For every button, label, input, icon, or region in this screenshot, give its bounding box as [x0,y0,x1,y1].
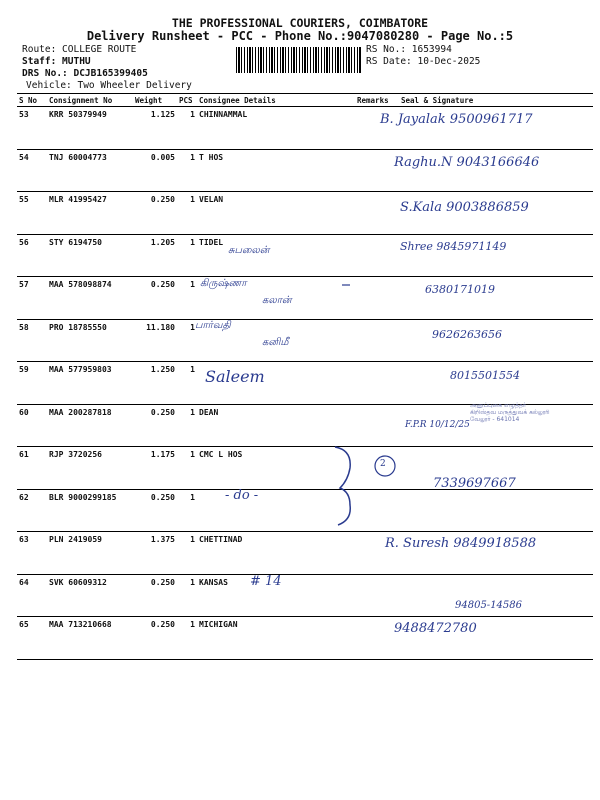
signature-65: 9488472780 [394,621,477,636]
cell-consignee: KANSAS [197,574,355,617]
cell-pcs: 1 [177,149,197,192]
vehicle-label: Vehicle: Two Wheeler Delivery [26,80,192,91]
stamp-line-2: கிறிஸ்தவ மருத்துவக் கல்லூரி [470,409,550,416]
cell-consignee: TIDEL [197,234,355,277]
cell-sno: 53 [17,107,47,150]
cell-cno: MLR 41995427 [47,192,133,235]
cell-consignee: T HOS [197,149,355,192]
ditto-mark: - do - [225,488,259,503]
cell-sno: 57 [17,277,47,320]
cell-weight: 1.205 [133,234,177,277]
table-row [17,319,593,362]
signature-63: R. Suresh 9849918588 [385,536,537,551]
cell-remarks [355,362,399,405]
cell-remarks [355,149,399,192]
tamil-name-58b: கனிமீ [262,337,289,348]
table-row [17,277,593,320]
col-consignee: Consignee Details [197,94,355,107]
page-subtitle: Delivery Runsheet - PCC - Phone No.:9047080280 - Page No.:5 [86,29,514,43]
table-row [17,234,593,277]
cell-pcs: 1 [177,234,197,277]
cell-cno: MAA 713210668 [47,617,133,660]
cell-cno: RJP 3720256 [47,447,133,490]
drs-label: DRS No.: DCJB165399405 [22,68,148,79]
cell-weight: 0.005 [133,149,177,192]
tamil-name-57b: கலான் [262,295,292,306]
col-sno: S No [17,94,47,107]
handwritten-kansas-note: # 14 [250,574,282,589]
cell-sno: 59 [17,362,47,405]
cell-weight: 0.250 [133,489,177,532]
cell-consignee: VELAN [197,192,355,235]
cell-consignee [197,489,355,532]
signature-62: 7339697667 [433,476,516,491]
rs-number: RS No.: 1653994 [366,44,452,55]
signature-57: 6380171019 [425,283,495,296]
rs-date: RS Date: 10-Dec-2025 [366,56,481,67]
table-header-row [17,94,593,107]
cell-weight: 11.180 [133,319,177,362]
cell-cno: MAA 577959803 [47,362,133,405]
cell-cno: STY 6194750 [47,234,133,277]
cell-remarks [355,489,399,532]
tamil-name-57a: கிருஷ்ணா [200,278,247,289]
cell-weight: 0.250 [133,617,177,660]
signature-54: Raghu.N 9043166646 [394,155,540,170]
cell-weight: 0.250 [133,277,177,320]
cell-cno: MAA 200287818 [47,404,133,447]
cell-sno: 62 [17,489,47,532]
cell-sno: 63 [17,532,47,575]
cell-sno: 64 [17,574,47,617]
cell-remarks [355,192,399,235]
cell-sno: 54 [17,149,47,192]
cell-sno: 55 [17,192,47,235]
cell-cno: PRO 18785550 [47,319,133,362]
cell-pcs: 1 [177,319,197,362]
col-remarks: Remarks [355,94,399,107]
cell-consignee: CHETTINAD [197,532,355,575]
stamp-line-3: வேலூர் - 641014 [470,416,520,423]
tamil-name-58a: பார்வதி [195,320,231,331]
cell-pcs: 1 [177,107,197,150]
cell-cno: SVK 60609312 [47,574,133,617]
handwritten-saleem: Saleem [205,367,265,386]
signature-58: 9626263656 [432,328,502,341]
cell-pcs: 1 [177,192,197,235]
cell-weight: 0.250 [133,404,177,447]
col-weight: Weight [133,94,177,107]
col-consignment: Consignment No [47,94,133,107]
cell-sno: 56 [17,234,47,277]
cell-cno: KRR 50379949 [47,107,133,150]
cell-sno: 60 [17,404,47,447]
cell-cno: BLR 9000299185 [47,489,133,532]
cell-remarks [355,574,399,617]
signature-53: B. Jayalak 9500961717 [380,112,533,127]
cell-pcs: 1 [177,617,197,660]
cell-signature [399,489,593,532]
signature-56: Shree 9845971149 [400,240,507,253]
cell-signature [399,362,593,405]
signature-55: S.Kala 9003886859 [400,200,529,215]
col-pcs: PCS [177,94,197,107]
cell-weight: 1.250 [133,362,177,405]
table-row [17,362,593,405]
barcode [236,47,362,73]
stamp-cmc [470,402,550,423]
circle-note: 2 [380,459,386,469]
route-label: Route: COLLEGE ROUTE [22,44,137,55]
cell-pcs: 1 [177,404,197,447]
cell-remarks [355,319,399,362]
cell-weight: 0.250 [133,574,177,617]
cell-weight: 1.175 [133,447,177,490]
cell-remarks [355,447,399,490]
cell-consignee: DEAN [197,404,355,447]
cell-pcs: 1 [177,574,197,617]
cell-weight: 1.375 [133,532,177,575]
signature-64: 94805-14586 [455,600,523,611]
cell-cno: TNJ 60004773 [47,149,133,192]
table-row [17,489,593,532]
cell-pcs: 1 [177,277,197,320]
table-row [17,617,593,660]
signature-60: F.P.R 10/12/25 [405,420,470,430]
cell-weight: 0.250 [133,192,177,235]
stamp-line-1: அனுப்புகை எழுத்தர் [470,402,527,409]
tamil-name-56: சுபலைன் [228,245,270,256]
cell-weight: 1.125 [133,107,177,150]
cell-sno: 61 [17,447,47,490]
cell-consignee: CMC L HOS [197,447,355,490]
cell-sno: 65 [17,617,47,660]
cell-pcs: 1 [177,447,197,490]
col-signature: Seal & Signature [399,94,593,107]
cell-pcs: 1 [177,489,197,532]
cell-consignee: MICHIGAN [197,617,355,660]
page-title: THE PROFESSIONAL COURIERS, COIMBATORE [171,16,429,30]
cell-remarks [355,277,399,320]
signature-59: 8015501554 [450,369,520,382]
cell-pcs: 1 [177,532,197,575]
cell-pcs: 1 [177,362,197,405]
cell-remarks [355,617,399,660]
cell-cno: MAA 578098874 [47,277,133,320]
cell-remarks [355,404,399,447]
cell-sno: 58 [17,319,47,362]
cell-remarks [355,234,399,277]
cell-cno: PLN 2419059 [47,532,133,575]
cell-consignee: CHINNAMMAL [197,107,355,150]
staff-label: Staff: MUTHU [22,56,91,67]
